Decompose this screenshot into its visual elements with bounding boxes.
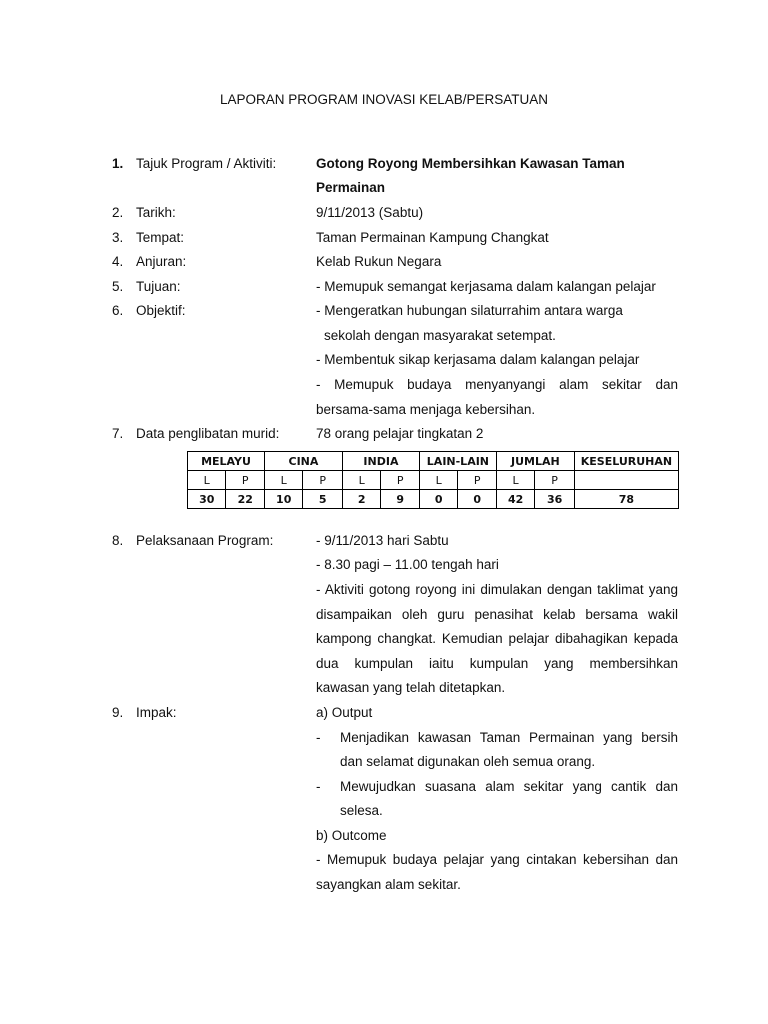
item-value: - Memupuk semangat kerjasama dalam kalangan pelajar bbox=[316, 279, 656, 294]
item-number: 5. bbox=[112, 279, 124, 294]
item-label: Anjuran: bbox=[136, 254, 187, 269]
table-cell bbox=[574, 471, 678, 490]
item-number: 4. bbox=[112, 254, 124, 269]
outcome-text: sayangkan alam sekitar. bbox=[316, 877, 461, 892]
table-header-row bbox=[188, 452, 679, 471]
table-cell: L bbox=[342, 471, 380, 490]
table-cell: 36 bbox=[535, 490, 575, 509]
table-cell: L bbox=[419, 471, 457, 490]
table-header-cell: LAIN-LAIN bbox=[419, 452, 496, 471]
item-value: Permainan bbox=[316, 180, 386, 195]
table-header-cell: CINA bbox=[264, 452, 342, 471]
item-label: Tarikh: bbox=[136, 205, 176, 220]
item-label: Tempat: bbox=[136, 230, 185, 245]
item-label: Tujuan: bbox=[136, 279, 181, 294]
item-value: 78 orang pelajar tingkatan 2 bbox=[316, 426, 484, 441]
item-value: - Memupuk budaya menyanyangi alam sekitar dan bbox=[316, 377, 678, 392]
item-value: bersama-sama menjaga kebersihan. bbox=[316, 402, 536, 417]
item-value: Kelab Rukun Negara bbox=[316, 254, 442, 269]
item-value: - Mengeratkan hubungan silaturrahim antara warga bbox=[316, 303, 623, 318]
table-cell: 42 bbox=[496, 490, 534, 509]
bullet-dash: - bbox=[316, 779, 321, 794]
bullet-text: Mewujudkan suasana alam sekitar yang cantik dan bbox=[340, 779, 678, 794]
table-cell: P bbox=[226, 471, 265, 490]
outcome-heading: b) Outcome bbox=[316, 828, 387, 843]
bullet-text: Menjadikan kawasan Taman Permainan yang bersih bbox=[340, 730, 678, 745]
table-cell: P bbox=[381, 471, 420, 490]
table-header-cell: MELAYU bbox=[188, 452, 265, 471]
item-number: 2. bbox=[112, 205, 124, 220]
report-title: LAPORAN PROGRAM INOVASI KELAB/PERSATUAN bbox=[219, 92, 549, 107]
table-cell: 30 bbox=[188, 490, 226, 509]
table-cell: L bbox=[496, 471, 534, 490]
table-cell: 10 bbox=[264, 490, 302, 509]
item-value: - 9/11/2013 hari Sabtu bbox=[316, 533, 449, 548]
item-label: Impak: bbox=[136, 705, 177, 720]
item-value: Gotong Royong Membersihkan Kawasan Taman bbox=[316, 156, 625, 171]
bullet-dash: - bbox=[316, 730, 321, 745]
bullet-text: dan selamat digunakan oleh semua orang. bbox=[340, 754, 596, 769]
table-subheader-row bbox=[188, 471, 679, 490]
item-number: 7. bbox=[112, 426, 124, 441]
item-label: Objektif: bbox=[136, 303, 186, 318]
item-value: 9/11/2013 (Sabtu) bbox=[316, 205, 424, 220]
bullet-text: selesa. bbox=[340, 803, 383, 818]
item-label: Tajuk Program / Aktiviti: bbox=[136, 156, 277, 171]
item-value: dua kumpulan iaitu kumpulan yang membersihkan bbox=[316, 656, 678, 671]
table-cell: P bbox=[303, 471, 343, 490]
table-header-cell: JUMLAH bbox=[496, 452, 574, 471]
item-number: 9. bbox=[112, 705, 124, 720]
item-value: disampaikan oleh guru penasihat kelab bersama wakil bbox=[316, 607, 678, 622]
outcome-text: - Memupuk budaya pelajar yang cintakan kebersihan dan bbox=[316, 852, 678, 867]
output-heading: a) Output bbox=[316, 705, 373, 720]
table-total-cell: 78 bbox=[574, 490, 678, 509]
table-cell: 2 bbox=[342, 490, 380, 509]
student-participation-table bbox=[187, 451, 679, 509]
item-number: 6. bbox=[112, 303, 124, 318]
table-cell: 0 bbox=[458, 490, 496, 509]
item-label: Data penglibatan murid: bbox=[136, 426, 280, 441]
item-value: - Membentuk sikap kerjasama dalam kalangan pelajar bbox=[316, 352, 640, 367]
item-label: Pelaksanaan Program: bbox=[136, 533, 274, 548]
table-cell: P bbox=[535, 471, 575, 490]
table-cell: L bbox=[264, 471, 302, 490]
item-value: kawasan yang telah ditetapkan. bbox=[316, 680, 506, 695]
table-row bbox=[188, 490, 679, 509]
item-number: 1. bbox=[112, 156, 124, 171]
item-value: - 8.30 pagi – 11.00 tengah hari bbox=[316, 557, 499, 572]
item-number: 8. bbox=[112, 533, 124, 548]
item-value: Taman Permainan Kampung Changkat bbox=[316, 230, 549, 245]
item-value: - Aktiviti gotong royong ini dimulakan dengan taklimat yang bbox=[316, 582, 678, 597]
table-cell: 22 bbox=[226, 490, 265, 509]
table-cell: 5 bbox=[303, 490, 343, 509]
table-cell: 0 bbox=[419, 490, 457, 509]
table-cell: P bbox=[458, 471, 496, 490]
table-header-cell: INDIA bbox=[342, 452, 419, 471]
item-value: sekolah dengan masyarakat setempat. bbox=[324, 328, 556, 343]
item-value: kampong changkat. Kemudian pelajar dibahagikan kepada bbox=[316, 631, 678, 646]
table-cell: 9 bbox=[381, 490, 420, 509]
table-header-cell: KESELURUHAN bbox=[574, 452, 678, 471]
table-cell: L bbox=[188, 471, 226, 490]
item-number: 3. bbox=[112, 230, 124, 245]
